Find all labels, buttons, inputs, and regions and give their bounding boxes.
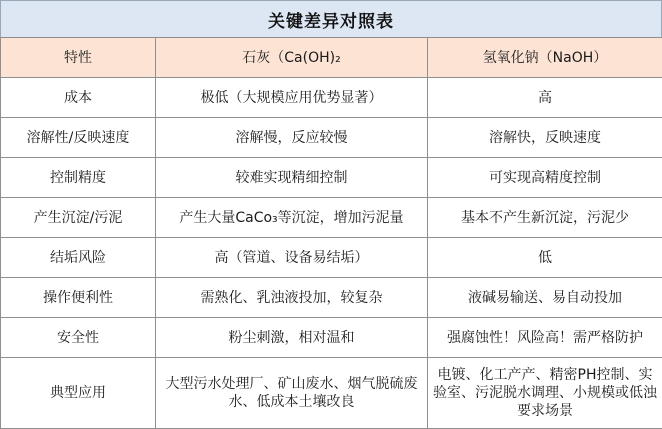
table-row	[1, 238, 662, 278]
cell-feature: 成本	[1, 78, 156, 118]
table-title: 关键差异对照表	[0, 0, 662, 37]
cell-naoh: 基本不产生新沉淀，污泥少	[428, 198, 662, 238]
table-row	[1, 118, 662, 158]
comparison-table	[0, 37, 662, 429]
cell-naoh: 可实现高精度控制	[428, 158, 662, 198]
cell-lime: 大型污水处理厂、矿山废水、烟气脱硫废水、低成本土壤改良	[156, 358, 428, 429]
cell-feature: 典型应用	[1, 358, 156, 429]
cell-lime: 粉尘刺激，相对温和	[156, 318, 428, 358]
header-feature: 特性	[1, 38, 156, 78]
cell-feature: 溶解性/反映速度	[1, 118, 156, 158]
cell-lime: 产生大量CaCo₃等沉淀，增加污泥量	[156, 198, 428, 238]
cell-lime: 极低（大规模应用优势显著）	[156, 78, 428, 118]
table-row	[1, 318, 662, 358]
cell-naoh: 高	[428, 78, 662, 118]
table-row	[1, 278, 662, 318]
table-row	[1, 158, 662, 198]
cell-lime: 溶解慢，反应较慢	[156, 118, 428, 158]
header-naoh: 氢氧化钠（NaOH）	[428, 38, 662, 78]
table-row	[1, 358, 662, 429]
cell-naoh: 液碱易输送、易自动投加	[428, 278, 662, 318]
cell-feature: 控制精度	[1, 158, 156, 198]
cell-feature: 结垢风险	[1, 238, 156, 278]
table-row	[1, 78, 662, 118]
cell-feature: 产生沉淀/污泥	[1, 198, 156, 238]
cell-feature: 操作便利性	[1, 278, 156, 318]
cell-naoh: 溶解快，反映速度	[428, 118, 662, 158]
cell-lime: 较难实现精细控制	[156, 158, 428, 198]
header-row	[1, 38, 662, 78]
cell-naoh: 低	[428, 238, 662, 278]
header-lime: 石灰（Ca(OH)₂	[156, 38, 428, 78]
cell-lime: 高（管道、设备易结垢）	[156, 238, 428, 278]
cell-naoh: 强腐蚀性！风险高！需严格防护	[428, 318, 662, 358]
cell-feature: 安全性	[1, 318, 156, 358]
cell-lime: 需熟化、乳浊液投加，较复杂	[156, 278, 428, 318]
table-row	[1, 198, 662, 238]
cell-naoh: 电镀、化工产产、精密PH控制、实验室、污泥脱水调理、小规模或低浊要求场景	[428, 358, 662, 429]
